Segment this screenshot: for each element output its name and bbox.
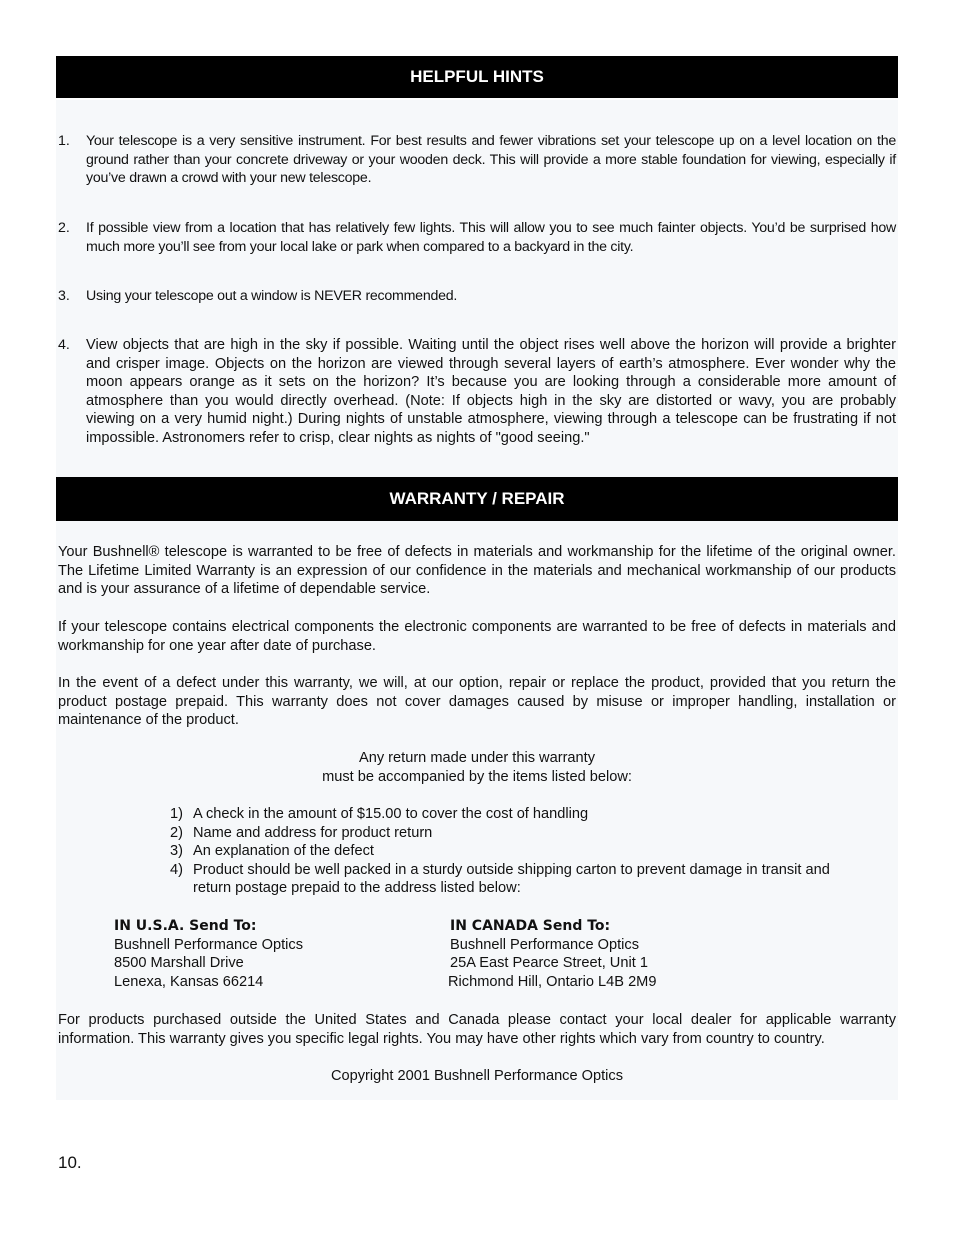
list-item <box>170 805 870 824</box>
usa-address-heading: IN U.S.A. Send To: <box>114 918 257 934</box>
warranty-paragraph-defect: In the event of a defect under this warranty, we will, at our option, repair or replace the product, provided that you return the product postage prepaid. This warranty does not cover damages caused by misuse or improper handling, installation or maintenance of the product. <box>58 675 896 729</box>
hint-item-1 <box>58 132 896 188</box>
hint-text: Using your telescope out a window is NEVER recommended. <box>86 288 458 304</box>
canada-address-block <box>448 917 656 991</box>
list-item-text: Name and address for product return <box>193 824 433 841</box>
address-line: 8500 Marshall Drive <box>114 955 244 972</box>
address-line: Bushnell Performance Optics <box>114 936 303 953</box>
helpful-hints-title: HELPFUL HINTS <box>410 67 544 86</box>
hint-number: 1. <box>58 133 70 149</box>
hint-item-2 <box>58 219 896 256</box>
international-warranty-paragraph: For products purchased outside the United States and Canada please contact your local dealer for applicable warranty information. This warranty gives you specific legal rights. You may have other rights which vary from country to country. <box>58 1012 896 1047</box>
list-item-number: 3) <box>170 843 183 860</box>
list-item-number: 2) <box>170 824 183 841</box>
usa-address-block <box>114 917 303 991</box>
list-item-number: 4) <box>170 861 183 878</box>
warranty-title: WARRANTY / REPAIR <box>389 489 565 508</box>
canada-address-heading: IN CANADA Send To: <box>450 918 611 934</box>
copyright-notice: Copyright 2001 Bushnell Performance Optics <box>330 1068 624 1084</box>
hint-text: View objects that are high in the sky if possible. Waiting until the object rises well above the horizon will provide a brighter and crisper image. Objects on the horizon are viewed through several layers of earth’s atmosphere. Ever wonder why the moon appears orange as it sets on the horizon? It’s because you are looking through a considerable more amount of atmosphere than you would directly overhead. (Note: If objects high in the sky are distorted or wavy, you are probably viewing on a very humid night.) During nights of unstable atmosphere, viewing through a telescope can be frustrating if not impossible. Astronomers refer to crisp, clear nights as nights of "good seeing." <box>86 337 896 446</box>
list-item-text: Product should be well packed in a sturdy outside shipping carton to prevent damage in transit and return postage prepaid to the address listed below: <box>193 861 830 897</box>
address-line: Lenexa, Kansas 66214 <box>114 973 264 990</box>
hint-text: If possible view from a location that has relatively few lights. This will allow you to see much fainter objects. You’d be surprised how much more you’ll see from your local lake or park when compared to a backyard in the city. <box>86 220 896 255</box>
warranty-header <box>56 477 898 521</box>
return-note <box>58 749 896 786</box>
hint-item-4 <box>58 336 896 447</box>
return-note-line: Any return made under this warranty <box>358 750 596 766</box>
page-number: 10. <box>58 1153 82 1172</box>
hint-number: 4. <box>58 337 70 353</box>
list-item-text: A check in the amount of $15.00 to cover the cost of handling <box>193 806 589 822</box>
hint-number: 2. <box>58 220 70 236</box>
hint-number: 3. <box>58 288 70 304</box>
address-line: Bushnell Performance Optics <box>450 936 639 953</box>
list-item-text: An explanation of the defect <box>193 843 374 860</box>
helpful-hints-header <box>56 56 898 98</box>
warranty-paragraph-lifetime: Your Bushnell® telescope is warranted to be free of defects in materials and workmanship for the lifetime of the original owner. The Lifetime Limited Warranty is an expression of our confidence in the materials and mechanical workmanship of our products and is your assurance of a lifetime of dependable service. <box>58 544 896 598</box>
address-line: 25A East Pearce Street, Unit 1 <box>450 955 648 972</box>
warranty-paragraph-electrical: If your telescope contains electrical components the electronic components are warranted to be free of defects in materials and workmanship for one year after date of purchase. <box>58 619 896 654</box>
return-note-line: must be accompanied by the items listed below: <box>322 768 632 785</box>
return-items-list <box>170 805 870 898</box>
hint-item-3 <box>58 287 896 306</box>
address-line: Richmond Hill, Ontario L4B 2M9 <box>448 973 657 990</box>
list-item <box>170 842 870 861</box>
list-item-number: 1) <box>170 806 183 822</box>
hint-text: Your telescope is a very sensitive instrument. For best results and fewer vibrations set your telescope up on a level location on the ground rather than your concrete driveway or your wooden deck. This will provide a more stable foundation for viewing, especially if you’ve drawn a crowd with your new telescope. <box>86 133 896 186</box>
list-item <box>170 824 870 843</box>
list-item <box>170 861 833 898</box>
